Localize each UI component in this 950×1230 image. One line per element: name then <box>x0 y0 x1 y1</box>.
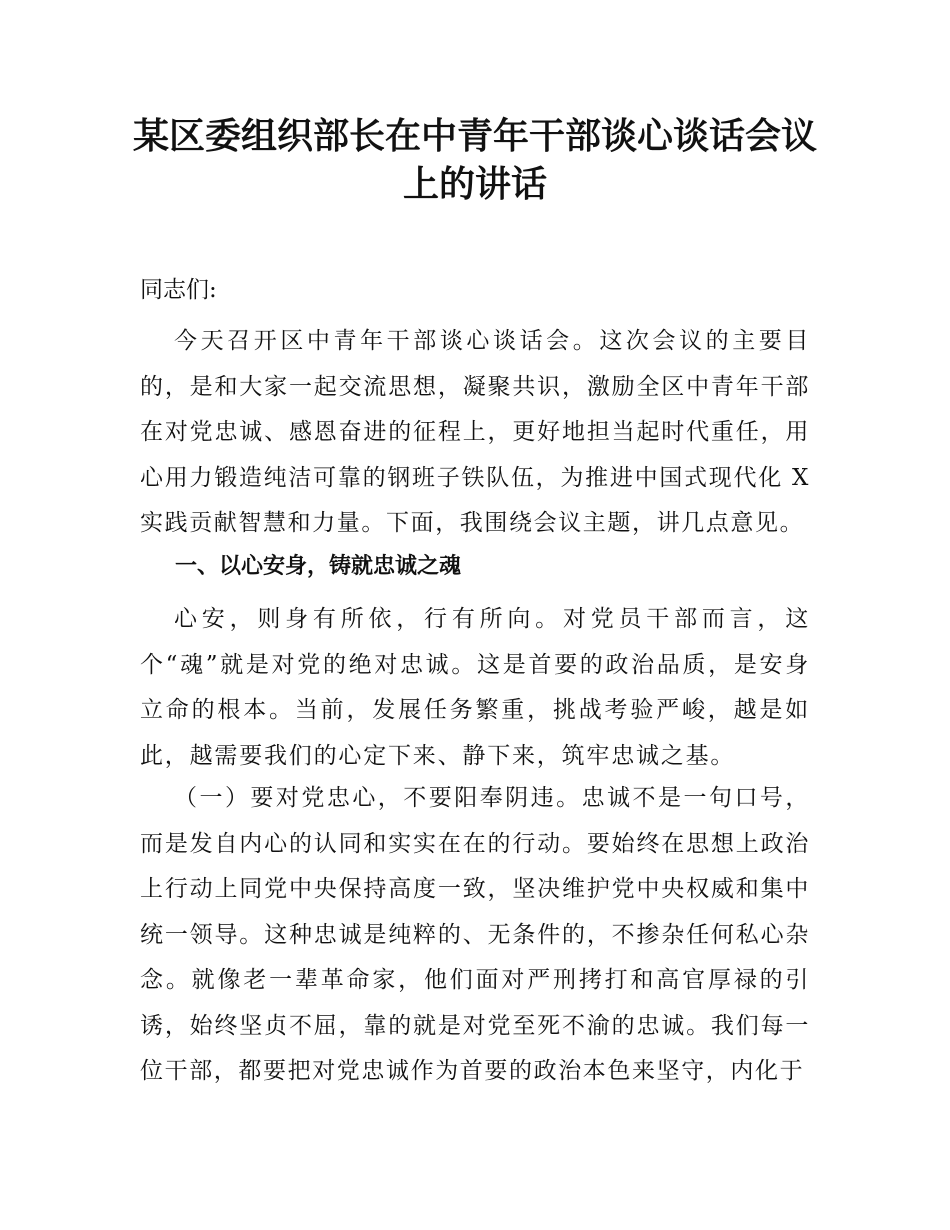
subsection-heading: （一）要对党忠心，不要阳奉阴违。 <box>174 785 582 811</box>
intro-paragraph: 今天召开区中青年干部谈心谈话会。这次会议的主要目的，是和大家一起交流思想，凝聚共识，激励全区中青年干部在对党忠诚、感恩奋进的征程上，更好地担当起时代重任，用心用力锻造纯洁可靠的钢班子铁队伍，为推进中国式现代化 X 实践贡献智慧和力量。下面，我围绕会议主题，讲几点意见。 <box>140 328 810 536</box>
document-title: 某区委组织部长在中青年干部谈心谈话会议上的讲话 <box>132 115 817 205</box>
section-paragraph: 心安，则身有所依，行有所向。对党员干部而言，这个“魂”就是对党的绝对忠诚。这是首要的政治品质，是安身立命的根本。当前，发展任务繁重，挑战考验严峻，越是如此，越需要我们的心定下来、静下来，筑牢忠诚之基。 <box>140 606 810 769</box>
section-heading: 一、以心安身，铸就忠诚之魂 <box>175 554 462 579</box>
subsection-paragraph <box>140 776 810 1095</box>
salutation: 同志们: <box>140 277 217 303</box>
subsection-body: 忠诚不是一句口号，而是发自内心的认同和实实在在的行动。要始终在思想上政治上行动上同党中央保持高度一致，坚决维护党中央权威和集中统一领导。这种忠诚是纯粹的、无条件的，不掺杂任何私心杂念。就像老一辈革命家，他们面对严刑拷打和高官厚禄的引诱，始终坚贞不屈，靠的就是对党至死不渝的忠诚。我们每一位干部，都要把对党忠诚作为首要的政治本色来坚守，内化于 <box>140 785 810 1084</box>
